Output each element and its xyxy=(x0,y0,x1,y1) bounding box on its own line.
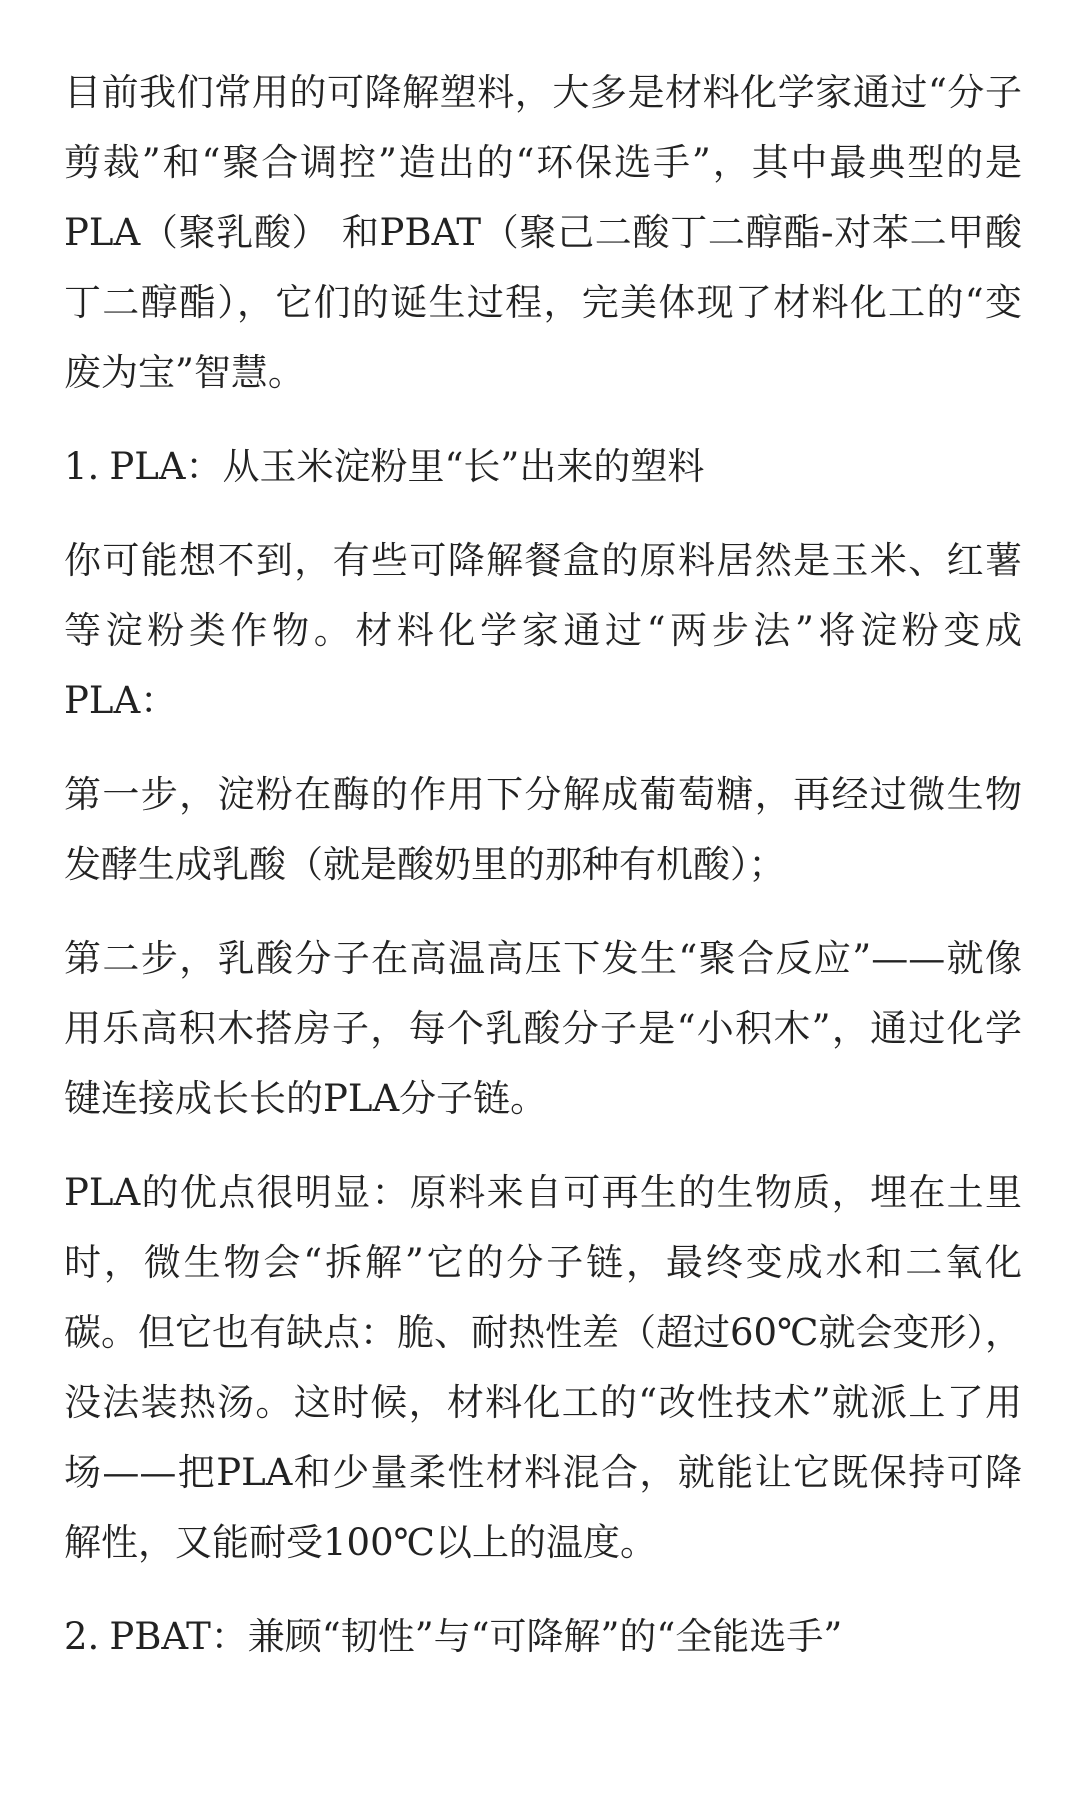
section-1-paragraph-3: 第二步，乳酸分子在高温高压下发生“聚合反应”——就像用乐高积木搭房子，每个乳酸分子是“小积木”，通过化学键连接成长长的PLA分子链。 xyxy=(64,937,1022,1120)
section-1-number: 1. xyxy=(64,445,100,488)
section-2-number: 2. xyxy=(64,1615,100,1658)
section-2-title: PBAT：兼顾“韧性”与“可降解”的“全能选手” xyxy=(109,1615,843,1658)
section-1-paragraph-2: 第一步，淀粉在酶的作用下分解成葡萄糖，再经过微生物发酵生成乳酸（就是酸奶里的那种有机酸）； xyxy=(64,773,1022,886)
section-1-paragraph-1: 你可能想不到，有些可降解餐盒的原料居然是玉米、红薯等淀粉类作物。材料化学家通过“两步法”将淀粉变成PLA： xyxy=(64,539,1022,722)
section-1-title: PLA：从玉米淀粉里“长”出来的塑料 xyxy=(109,445,705,488)
intro-paragraph: 目前我们常用的可降解塑料，大多是材料化学家通过“分子剪裁”和“聚合调控”造出的“环保选手”，其中最典型的是PLA（聚乳酸） 和PBAT（聚己二酸丁二醇酯-对苯二甲酸丁二醇酯），它们的诞生过程，完美体现了材料化工的“变废为宝”智慧。 xyxy=(64,71,1022,394)
section-2-heading xyxy=(64,1602,1022,1672)
section-1-paragraph-4: PLA的优点很明显：原料来自可再生的生物质，埋在土里时，微生物会“拆解”它的分子链，最终变成水和二氧化碳。但它也有缺点：脆、耐热性差（超过60℃就会变形），没法装热汤。这时候，材料化工的“改性技术”就派上了用场——把PLA和少量柔性材料混合，就能让它既保持可降解性，又能耐受100℃以上的温度。 xyxy=(64,1171,1022,1564)
section-1-heading xyxy=(64,432,1022,502)
